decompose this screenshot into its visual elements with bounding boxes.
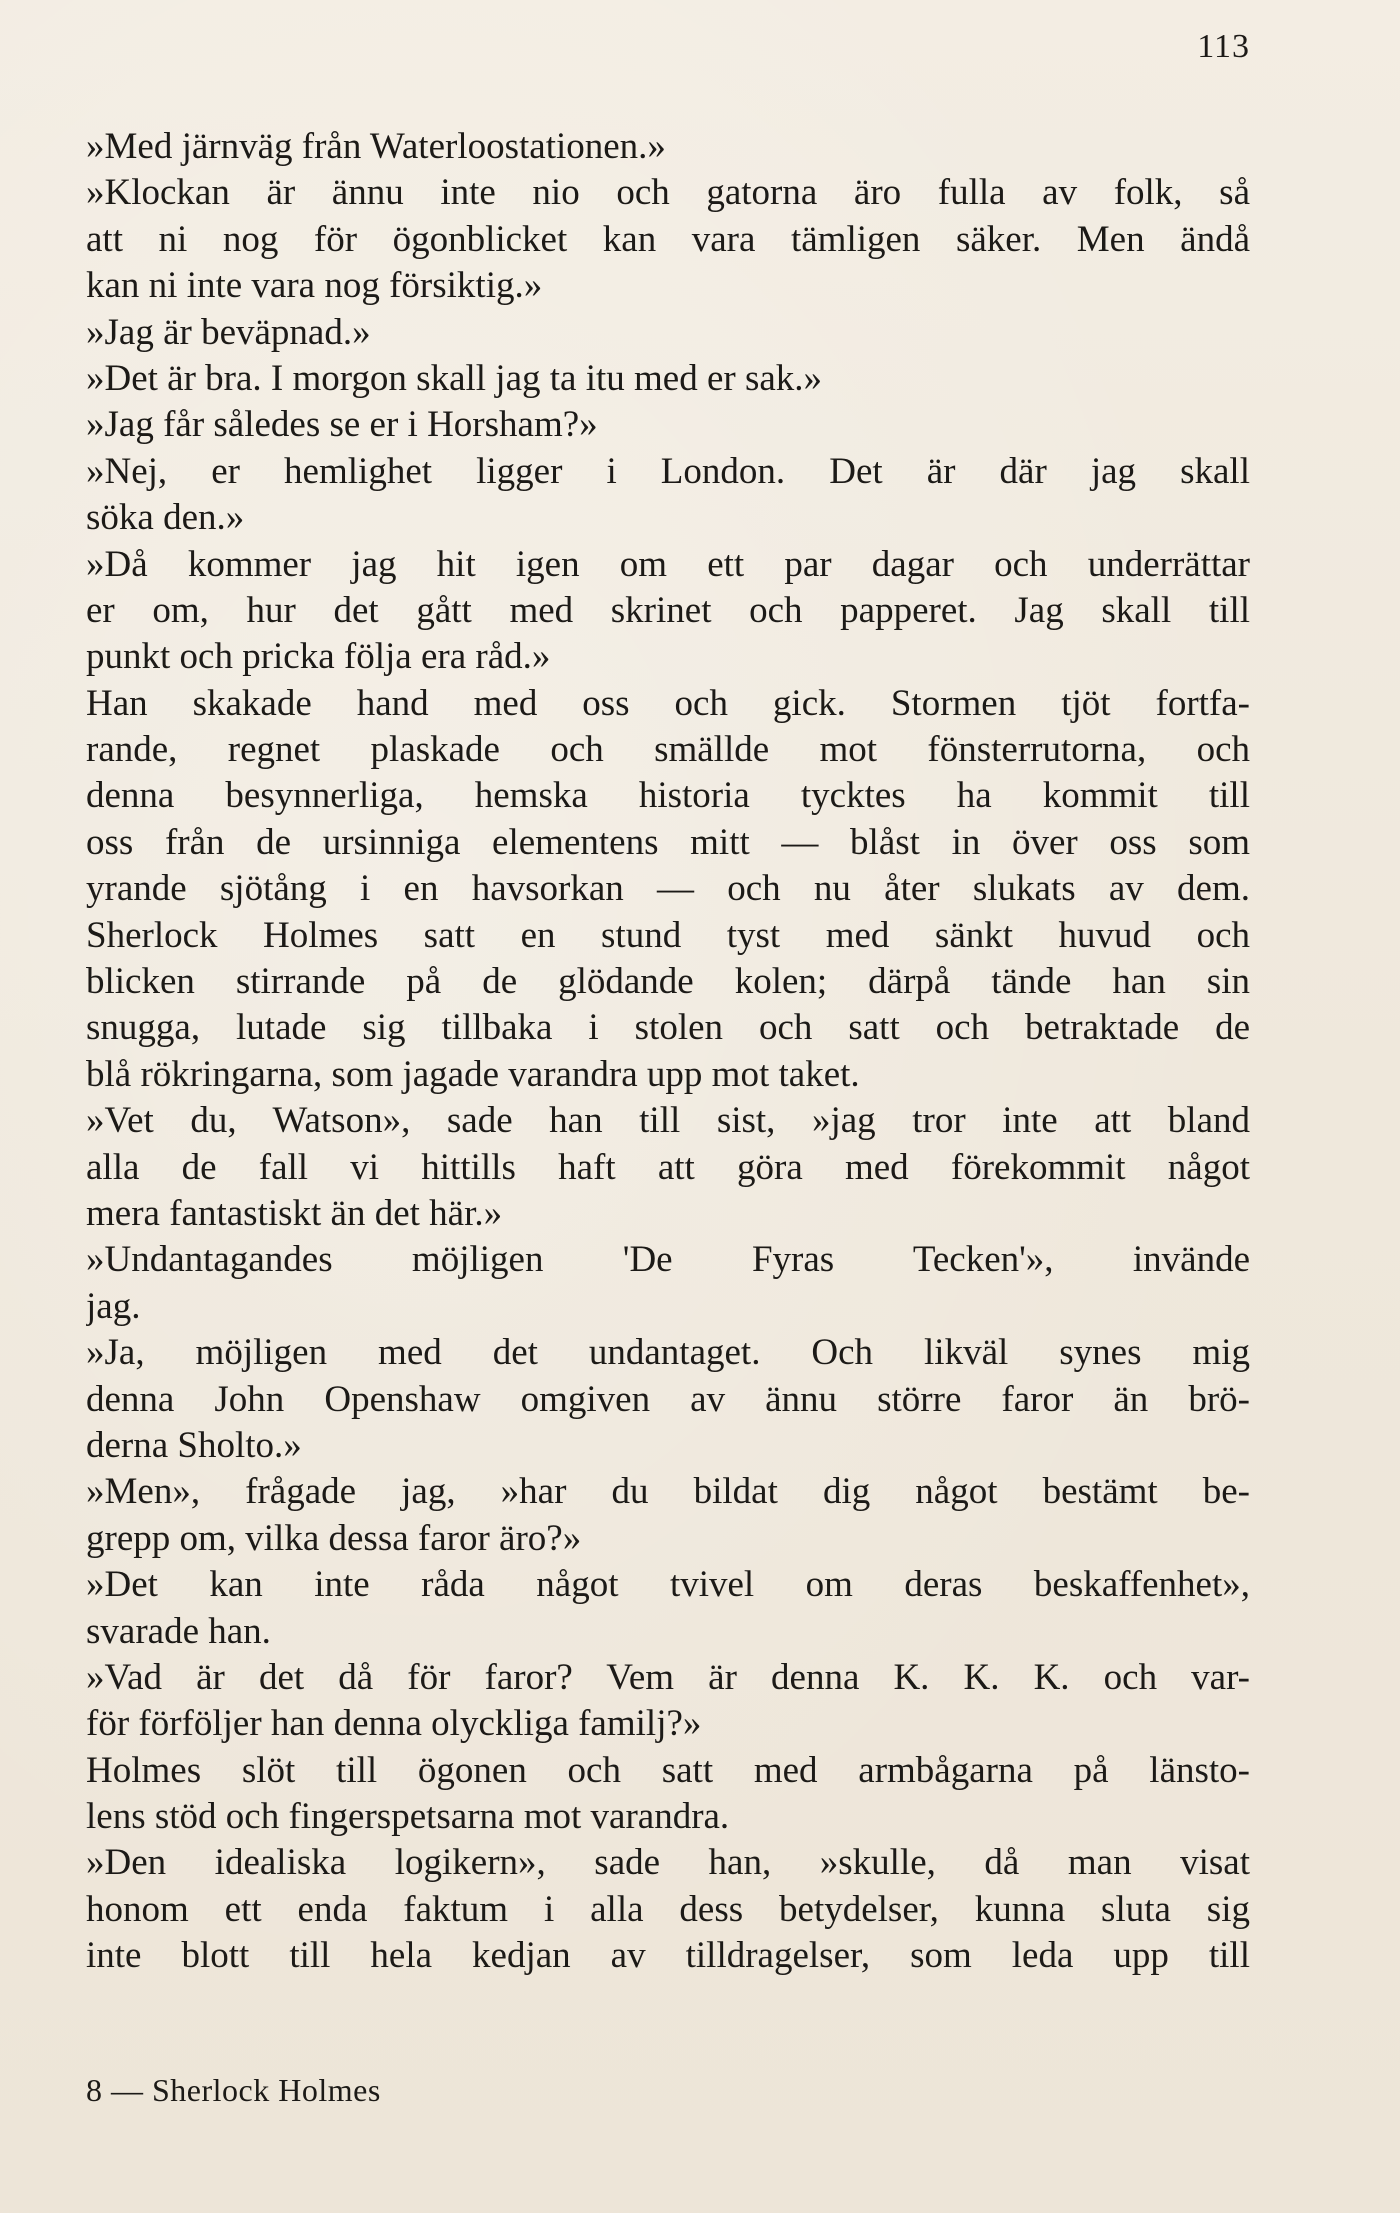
text-line: söka den.» (86, 497, 245, 539)
text-line: inte blott till hela kedjan av tilldragelser, som leda upp till (86, 1935, 1250, 1977)
text-line: »Vad är det då för faror? Vem är denna K. K. K. och var- (86, 1656, 1250, 1698)
text-line: denna John Openshaw omgiven av ännu större faror än brö- (86, 1378, 1250, 1420)
text-line: Sherlock Holmes satt en stund tyst med sänkt huvud och (86, 914, 1250, 956)
text-line: derna Sholto.» (86, 1424, 302, 1466)
text-line: jag. (86, 1285, 141, 1327)
text-line: Holmes slöt till ögonen och satt med armbågarna på länsto- (86, 1749, 1250, 1791)
text-line: mera fantastiskt än det här.» (86, 1192, 503, 1234)
text-line: alla de fall vi hittills haft att göra med förekommit något (86, 1146, 1250, 1188)
text-line: »Jag är beväpnad.» (86, 311, 371, 353)
text-line: »Det kan inte råda något tvivel om deras beskaffenhet», (86, 1564, 1250, 1606)
body-text (86, 124, 1250, 1980)
text-line: »Undantagandes möjligen 'De Fyras Tecken'», invände (86, 1239, 1250, 1281)
text-line: »Ja, möjligen med det undantaget. Och likväl synes mig (86, 1332, 1250, 1374)
text-line: rande, regnet plaskade och smällde mot fönsterrutorna, och (86, 729, 1250, 771)
text-line: honom ett enda faktum i alla dess betydelser, kunna sluta sig (86, 1888, 1250, 1930)
text-line: yrande sjötång i en havsorkan — och nu åter slukats av dem. (86, 868, 1250, 910)
text-line: Han skakade hand med oss och gick. Stormen tjöt fortfa- (86, 682, 1250, 724)
text-line: »Den idealiska logikern», sade han, »skulle, då man visat (86, 1842, 1250, 1884)
text-line: »Men», frågade jag, »har du bildat dig något bestämt be- (86, 1471, 1250, 1513)
text-line: för förföljer han denna olyckliga familj?» (86, 1703, 702, 1745)
text-line: »Det är bra. I morgon skall jag ta itu med er sak.» (86, 357, 823, 399)
page-number: 113 (1197, 28, 1250, 65)
text-line: »Jag får således se er i Horsham?» (86, 404, 598, 446)
signature-footer: 8 — Sherlock Holmes (86, 2072, 381, 2108)
text-line: er om, hur det gått med skrinet och papperet. Jag skall till (86, 589, 1250, 631)
text-line: att ni nog för ögonblicket kan vara tämligen säker. Men ändå (86, 218, 1250, 260)
text-line: grepp om, vilka dessa faror äro?» (86, 1517, 582, 1559)
text-line: svarade han. (86, 1610, 271, 1652)
text-line: »Vet du, Watson», sade han till sist, »jag tror inte att bland (86, 1100, 1250, 1142)
text-line: »Med järnväg från Waterloostationen.» (86, 126, 666, 167)
text-line: kan ni inte vara nog försiktig.» (86, 265, 543, 307)
text-line: denna besynnerliga, hemska historia tycktes ha kommit till (86, 775, 1250, 817)
text-line: »Då kommer jag hit igen om ett par dagar och underrättar (86, 543, 1250, 585)
text-line: »Klockan är ännu inte nio och gatorna äro fulla av folk, så (86, 172, 1250, 214)
text-line: punkt och pricka följa era råd.» (86, 636, 551, 678)
text-line: lens stöd och fingerspetsarna mot varandra. (86, 1796, 730, 1838)
text-line: snugga, lutade sig tillbaka i stolen och satt och betraktade de (86, 1007, 1250, 1049)
text-line: blicken stirrande på de glödande kolen; därpå tände han sin (86, 961, 1250, 1003)
text-line: »Nej, er hemlighet ligger i London. Det är där jag skall (86, 450, 1250, 492)
text-line: blå rökringarna, som jagade varandra upp mot taket. (86, 1053, 860, 1095)
text-line: oss från de ursinniga elementens mitt — blåst in över oss som (86, 821, 1250, 863)
